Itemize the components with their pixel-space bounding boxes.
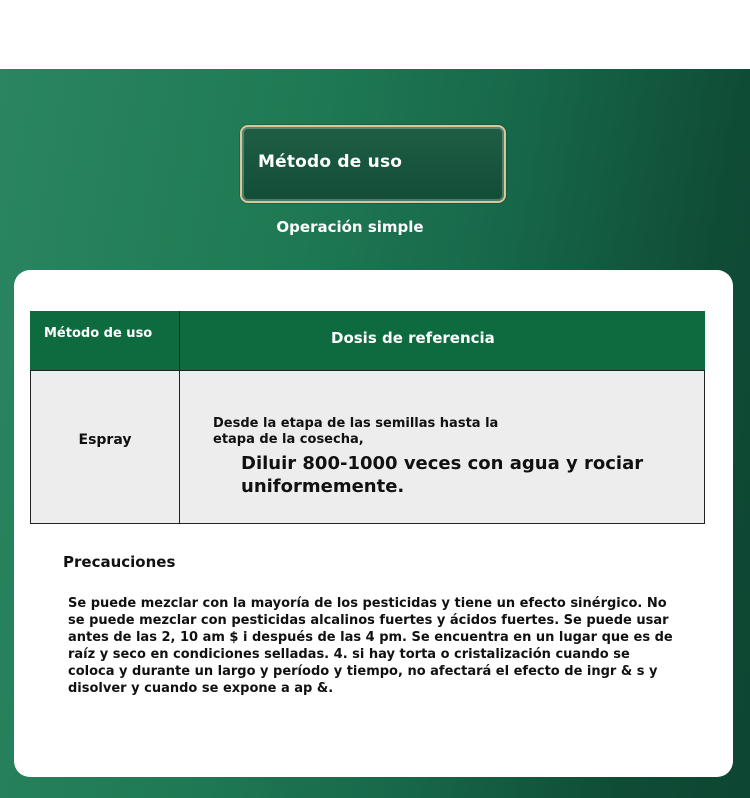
- table-row: [30, 370, 705, 524]
- content-card: [14, 270, 733, 777]
- table-cell-dose-intro: Desde la etapa de las semillas hasta la etapa de la cosecha,: [213, 416, 499, 447]
- page-subtitle: Operación simple: [276, 218, 424, 236]
- precautions-title: Precauciones: [63, 553, 176, 571]
- table-header-cell-dose: [180, 311, 705, 370]
- title-box: [240, 125, 506, 203]
- table-header-method-label: Método de uso: [44, 326, 153, 341]
- table-cell-method: Espray: [78, 432, 132, 448]
- top-margin: [0, 0, 750, 69]
- table-header-dose-label: Dosis de referencia: [331, 329, 495, 347]
- table-header-row: [30, 311, 705, 370]
- table-cell-dose-main: Diluir 800-1000 veces con agua y rociar uniformemente.: [241, 453, 644, 497]
- table-header-cell-method: [30, 311, 179, 370]
- table-cell-divider: [179, 371, 180, 523]
- page-title: Método de uso: [258, 152, 403, 172]
- precautions-body: Se puede mezclar con la mayoría de los pesticidas y tiene un efecto sinérgico. No se puede mezclar con pesticidas alcalinos fuertes y ácidos fuertes. Se puede usar antes de las 2, 10 am $ i después de las 4 pm. Se encuentra en un lugar que es de raíz y seco en condiciones selladas. 4. si hay torta o cristalización cuando se coloca y durante un largo y período y tiempo, no afectará el efecto de ingr & s y disolver y cuando se expone a ap &.: [68, 596, 673, 696]
